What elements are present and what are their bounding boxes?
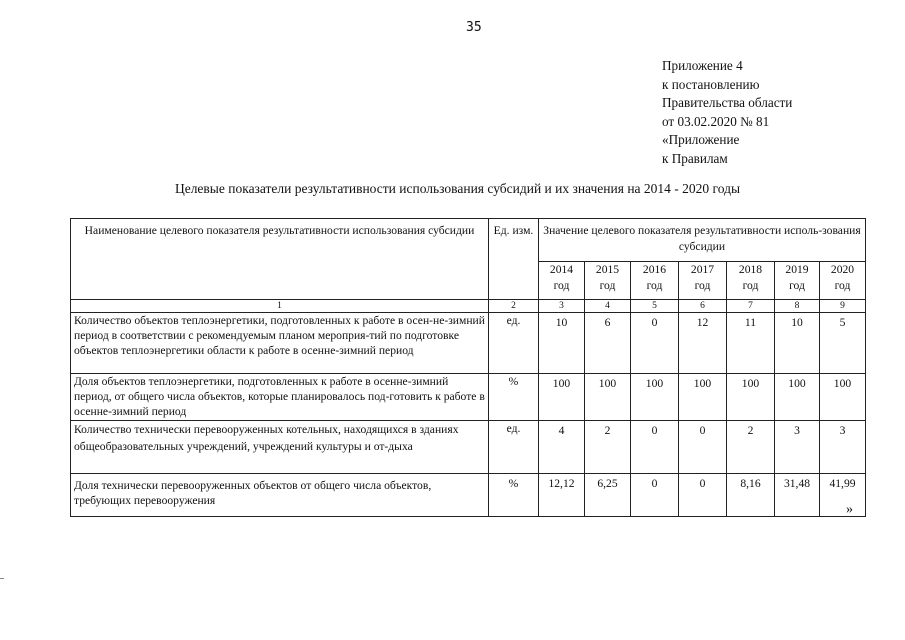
indicator-value: 2: [727, 421, 775, 474]
indicator-value: 10: [775, 313, 820, 374]
appendix-line: к постановлению: [662, 76, 760, 92]
header-year: 2015 год: [585, 261, 631, 299]
indicator-value: 0: [631, 313, 679, 374]
header-year: 2019 год: [775, 261, 820, 299]
indicator-value: 12,12: [539, 474, 585, 517]
appendix-line: от 03.02.2020 № 81: [662, 113, 770, 129]
indicator-name: Количество объектов теплоэнергетики, подготовленных к работе в осен-не-зимний период в соответствии с рекомендуемым планом мероприя-тий по подготовке объектов теплоэнергетики области к работе в осенне-зимний период: [71, 313, 489, 374]
header-unit: Ед. изм.: [489, 219, 539, 300]
indicator-value: 12: [679, 313, 727, 374]
table-row: [71, 374, 866, 421]
indicator-value: 41,99: [820, 474, 866, 517]
indicator-value: 6,25: [585, 474, 631, 517]
header-year: 2014 год: [539, 261, 585, 299]
indicator-value: 100: [539, 374, 585, 421]
indicator-value: 0: [679, 421, 727, 474]
indicators-table: [70, 218, 866, 517]
indicator-value: 6: [585, 313, 631, 374]
indicator-value: 100: [775, 374, 820, 421]
column-number: 3: [539, 300, 585, 313]
column-number: 9: [820, 300, 866, 313]
indicator-unit: ед.: [489, 313, 539, 374]
indicator-value: 0: [631, 474, 679, 517]
scan-edge-mark: [0, 578, 4, 579]
appendix-line: «Приложение: [662, 132, 740, 148]
header-indicator-name: Наименование целевого показателя результативности использования субсидии: [71, 219, 489, 300]
indicator-value: 0: [631, 421, 679, 474]
column-number: 5: [631, 300, 679, 313]
indicator-name: Доля объектов теплоэнергетики, подготовленных к работе в осенне-зимний период, от общего числа объектов, которые планировалось под-готовить к работе в осенне-зимний период: [71, 374, 489, 421]
table-row: [71, 421, 866, 474]
indicator-value: 8,16: [727, 474, 775, 517]
indicator-value: 4: [539, 421, 585, 474]
page-number: 35: [466, 20, 482, 35]
appendix-line: Правительства области: [662, 95, 793, 111]
header-values: Значение целевого показателя результативности исполь-зования субсидии: [539, 219, 866, 262]
indicator-value: 100: [727, 374, 775, 421]
indicator-name: Доля технически перевооруженных объектов от общего числа объектов, требующих перевооружения: [71, 474, 489, 517]
indicator-unit: %: [489, 474, 539, 517]
indicator-value: 100: [585, 374, 631, 421]
table-header-row: [71, 219, 866, 262]
indicator-value: 3: [775, 421, 820, 474]
column-number-row: [71, 300, 866, 313]
indicator-value: 31,48: [775, 474, 820, 517]
indicator-unit: %: [489, 374, 539, 421]
indicator-value: 2: [585, 421, 631, 474]
appendix-header: [662, 57, 792, 169]
header-year: 2017 год: [679, 261, 727, 299]
column-number: 2: [489, 300, 539, 313]
table-row: [71, 313, 866, 374]
indicator-value: 11: [727, 313, 775, 374]
column-number: 1: [71, 300, 489, 313]
header-year: 2020 год: [820, 261, 866, 299]
indicator-unit: ед.: [489, 421, 539, 474]
indicator-value: 100: [631, 374, 679, 421]
header-year: 2018 год: [727, 261, 775, 299]
indicator-value: 0: [679, 474, 727, 517]
indicator-value: 100: [820, 374, 866, 421]
indicator-value: 10: [539, 313, 585, 374]
indicator-value: 5: [820, 313, 866, 374]
column-number: 6: [679, 300, 727, 313]
indicator-value: 100: [679, 374, 727, 421]
indicator-name: Количество технически перевооруженных котельных, находящихся в зданиях общеобразовательных учреждений, учреждений культуры и от-дыха: [71, 421, 489, 474]
column-number: 4: [585, 300, 631, 313]
indicator-value: 3: [820, 421, 866, 474]
column-number: 7: [727, 300, 775, 313]
table-row: [71, 474, 866, 517]
closing-quote: »: [846, 502, 853, 517]
document-title: Целевые показатели результативности использования субсидий и их значения на 2014 - 2020 годы: [174, 181, 741, 196]
appendix-line: Приложение 4: [662, 58, 743, 73]
appendix-line: к Правилам: [662, 150, 728, 166]
header-year: 2016 год: [631, 261, 679, 299]
column-number: 8: [775, 300, 820, 313]
